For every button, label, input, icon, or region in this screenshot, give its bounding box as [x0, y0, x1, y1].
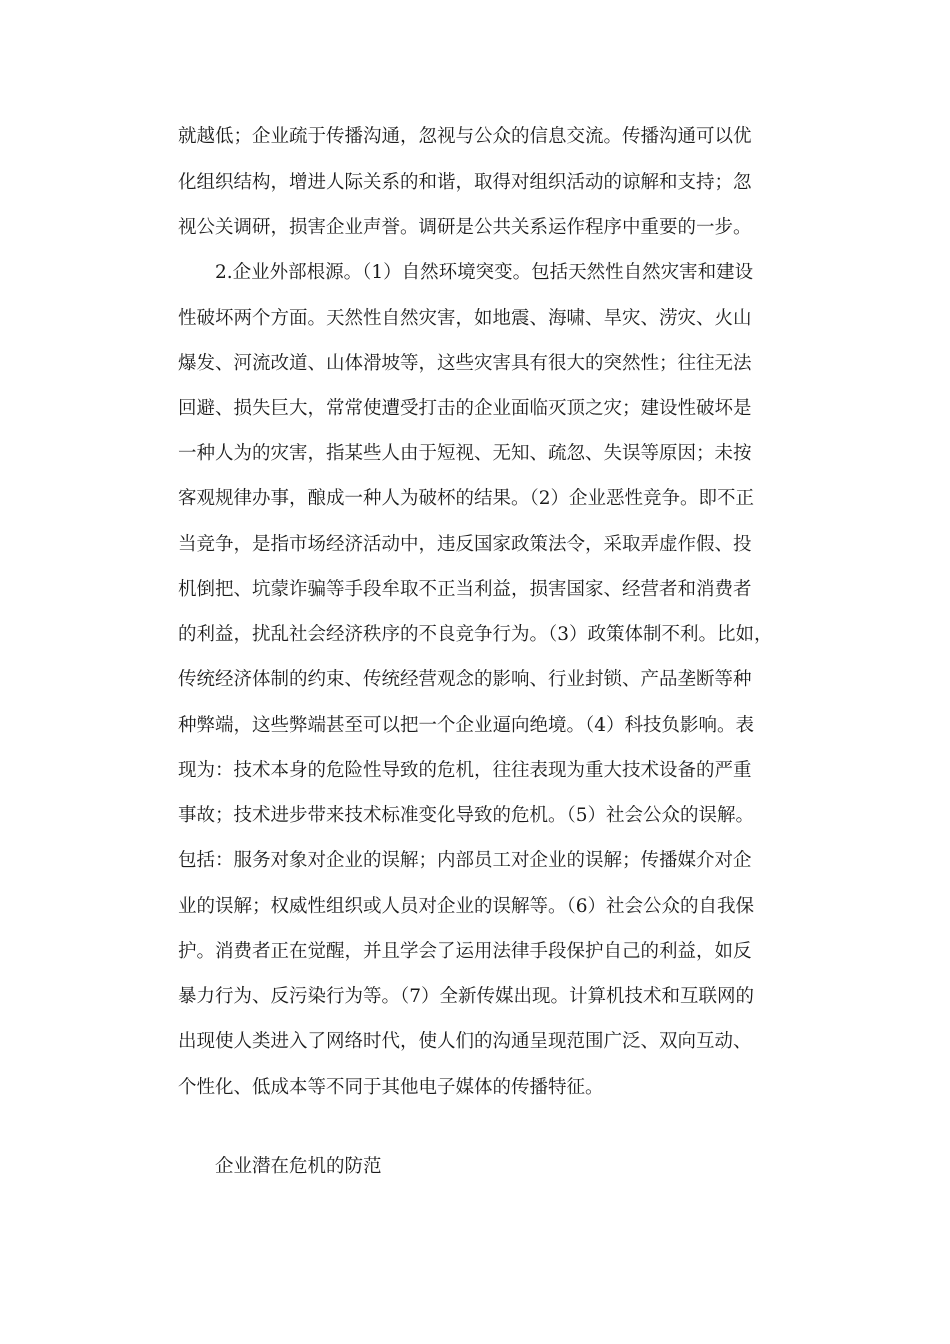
text-line: 的利益，扰乱社会经济秩序的不良竞争行为。（3）政策体制不利。比如，: [178, 624, 773, 645]
text-line: 个性化、低成本等不同于其他电子媒体的传播特征。: [178, 1077, 604, 1098]
section-heading: 企业潜在危机的防范: [215, 1156, 382, 1177]
text-line: 当竞争，是指市场经济活动中，违反国家政策法令，采取弄虚作假、投: [178, 534, 752, 555]
text-line: 包括：服务对象对企业的误解；内部员工对企业的误解；传播媒介对企: [178, 850, 752, 871]
text-line: 爆发、河流改道、山体滑坡等，这些灾害具有很大的突然性；往往无法: [178, 353, 752, 374]
text-line: 视公关调研，损害企业声誉。调研是公共关系运作程序中重要的一步。: [178, 217, 752, 238]
text-line: 业的误解；权威性组织或人员对企业的误解等。（6）社会公众的自我保: [178, 896, 755, 917]
text-line: 回避、损失巨大，常常使遭受打击的企业面临灭顶之灾；建设性破坏是: [178, 398, 752, 419]
text-line: 性破坏两个方面。天然性自然灾害，如地震、海啸、旱灾、涝灾、火山: [178, 308, 752, 329]
text-line: 暴力行为、反污染行为等。（7）全新传媒出现。计算机技术和互联网的: [178, 986, 755, 1007]
text-line: 事故；技术进步带来技术标准变化导致的危机。（5）社会公众的误解。: [178, 805, 755, 826]
text-line: 现为：技术本身的危险性导致的危机，往往表现为重大技术设备的严重: [178, 760, 752, 781]
text-line: 种弊端，这些弊端甚至可以把一个企业逼向绝境。（4）科技负影响。表: [178, 715, 755, 736]
text-line: 护。消费者正在觉醒，并且学会了运用法律手段保护自己的利益，如反: [178, 941, 752, 962]
text-line: 一种人为的灾害，指某些人由于短视、无知、疏忽、失误等原因；未按: [178, 443, 752, 464]
text-line: 化组织结构，增进人际关系的和谐，取得对组织活动的谅解和支持；忽: [178, 172, 752, 193]
text-line: 就越低；企业疏于传播沟通，忽视与公众的信息交流。传播沟通可以优: [178, 126, 752, 147]
text-line: 客观规律办事，酿成一种人为破杯的结果。（2）企业恶性竞争。即不正: [178, 488, 755, 509]
text-line: 出现使人类进入了网络时代，使人们的沟通呈现范围广泛、双向互动、: [178, 1031, 752, 1052]
text-line: 机倒把、坑蒙诈骗等手段牟取不正当利益，损害国家、经营者和消费者: [178, 579, 752, 600]
text-line: 2.企业外部根源。（1）自然环境突变。包括天然性自然灾害和建设: [215, 262, 754, 283]
text-line: 传统经济体制的约束、传统经营观念的影响、行业封锁、产品垄断等种: [178, 669, 752, 690]
